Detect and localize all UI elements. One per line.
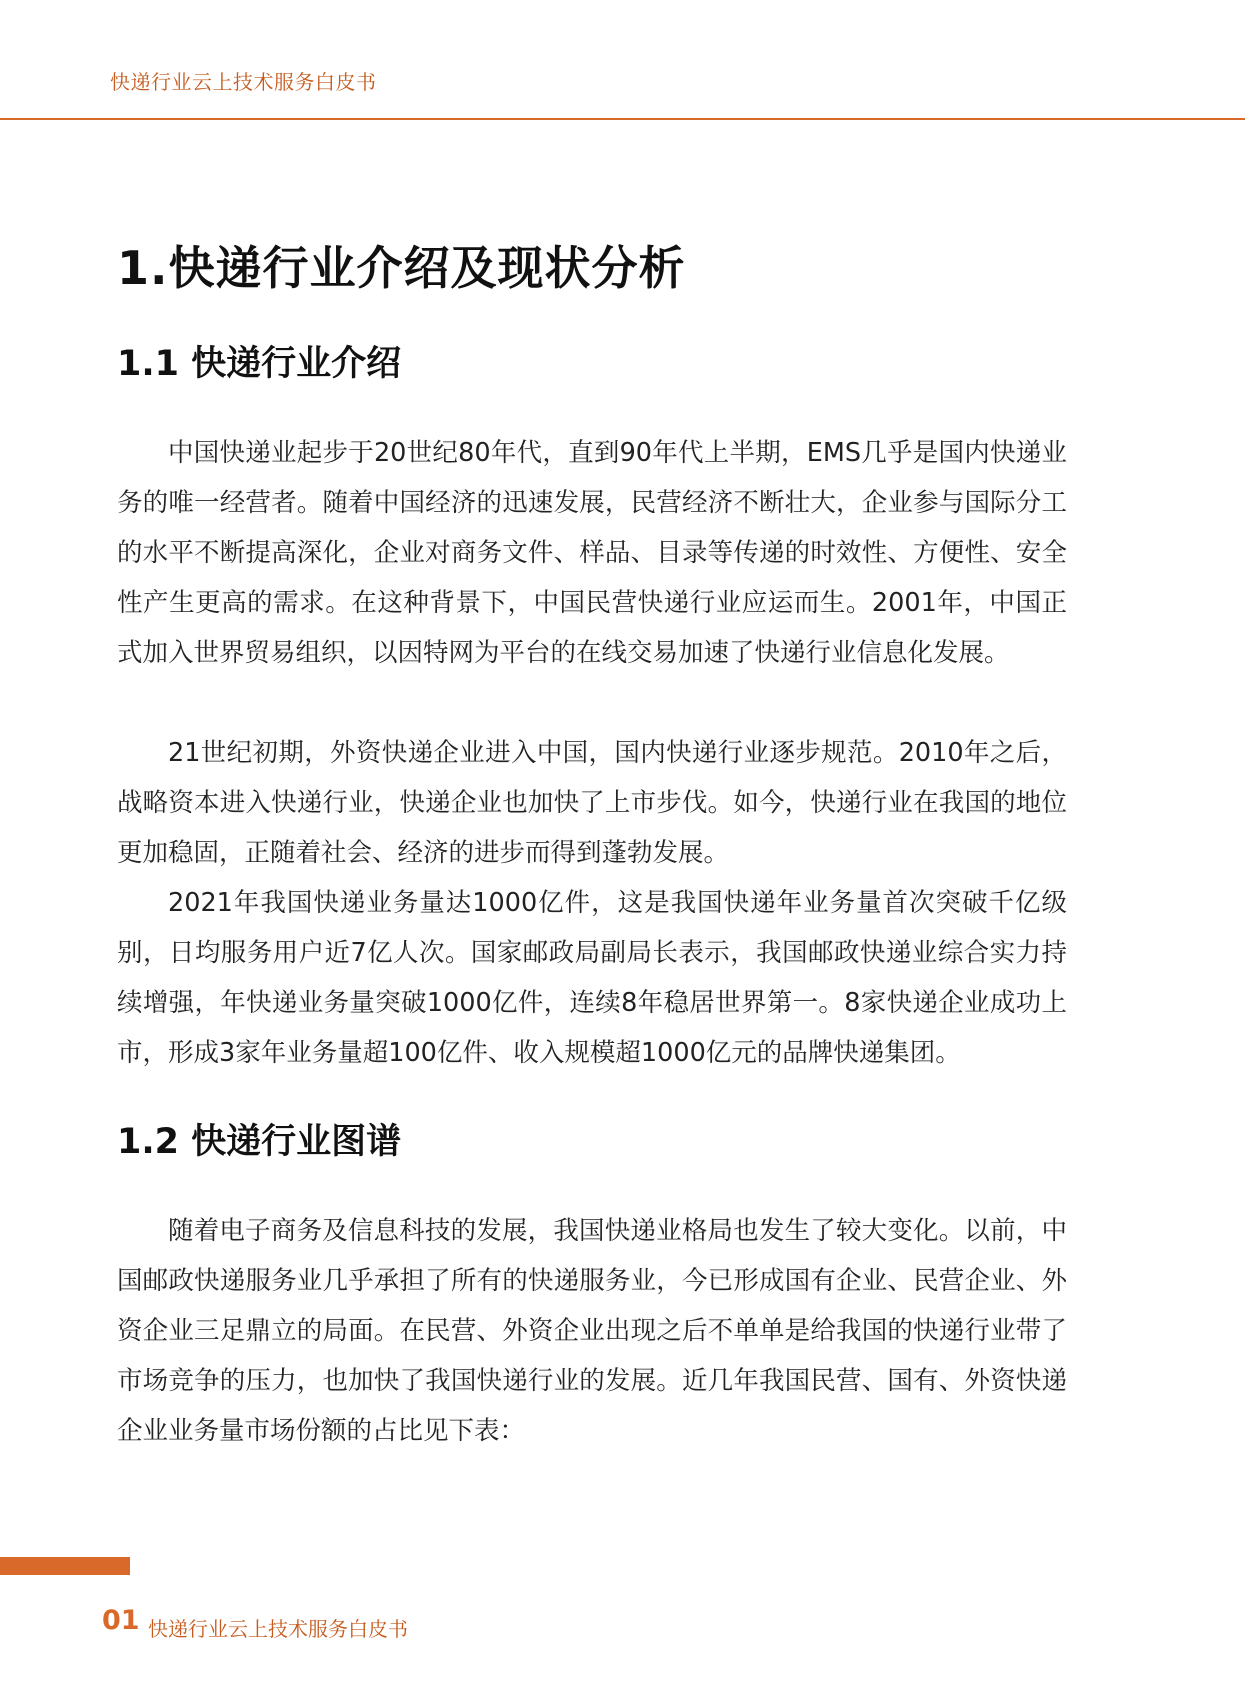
page-number: 01	[102, 1605, 140, 1636]
running-header-title: 快递行业云上技术服务白皮书	[110, 70, 377, 94]
section-title-1-2: 1.2 快递行业图谱	[117, 1122, 402, 1162]
paragraph: 随着电子商务及信息科技的发展，我国快递业格局也发生了较大变化。以前，中国邮政快递服务业几乎承担了所有的快递服务业，今已形成国有企业、民营企业、外资企业三足鼎立的局面。在民营、外资企业出现之后不单单是给我国的快递行业带了市场竞争的压力，也加快了我国快递行业的发展。近几年我国民营、国有、外资快递企业业务量市场份额的占比见下表：	[117, 1216, 1067, 1446]
chapter-title: 1.快递行业介绍及现状分析	[117, 241, 686, 295]
section-title-1-1: 1.1 快递行业介绍	[117, 344, 402, 384]
footer-title: 快递行业云上技术服务白皮书	[148, 1617, 408, 1641]
paragraph: 2021年我国快递业务量达1000亿件，这是我国快递年业务量首次突破千亿级别，日均服务用户近7亿人次。国家邮政局副局长表示，我国邮政快递业综合实力持续增强，年快递业务量突破1000亿件，连续8年稳居世界第一。8家快递企业成功上市，形成3家年业务量超100亿件、收入规模超1000亿元的品牌快递集团。	[117, 888, 1067, 1068]
footer-accent-bar	[0, 1557, 130, 1575]
header-divider	[0, 118, 1245, 120]
paragraph: 中国快递业起步于20世纪80年代，直到90年代上半期，EMS几乎是国内快递业务的唯一经营者。随着中国经济的迅速发展，民营经济不断壮大，企业参与国际分工的水平不断提高深化，企业对商务文件、样品、目录等传递的时效性、方便性、安全性产生更高的需求。在这种背景下，中国民营快递行业应运而生。2001年，中国正式加入世界贸易组织，以因特网为平台的在线交易加速了快递行业信息化发展。	[117, 438, 1067, 668]
paragraph: 21世纪初期，外资快递企业进入中国，国内快递行业逐步规范。2010年之后，战略资本进入快递行业，快递企业也加快了上市步伐。如今，快递行业在我国的地位更加稳固，正随着社会、经济的进步而得到蓬勃发展。	[117, 738, 1067, 868]
